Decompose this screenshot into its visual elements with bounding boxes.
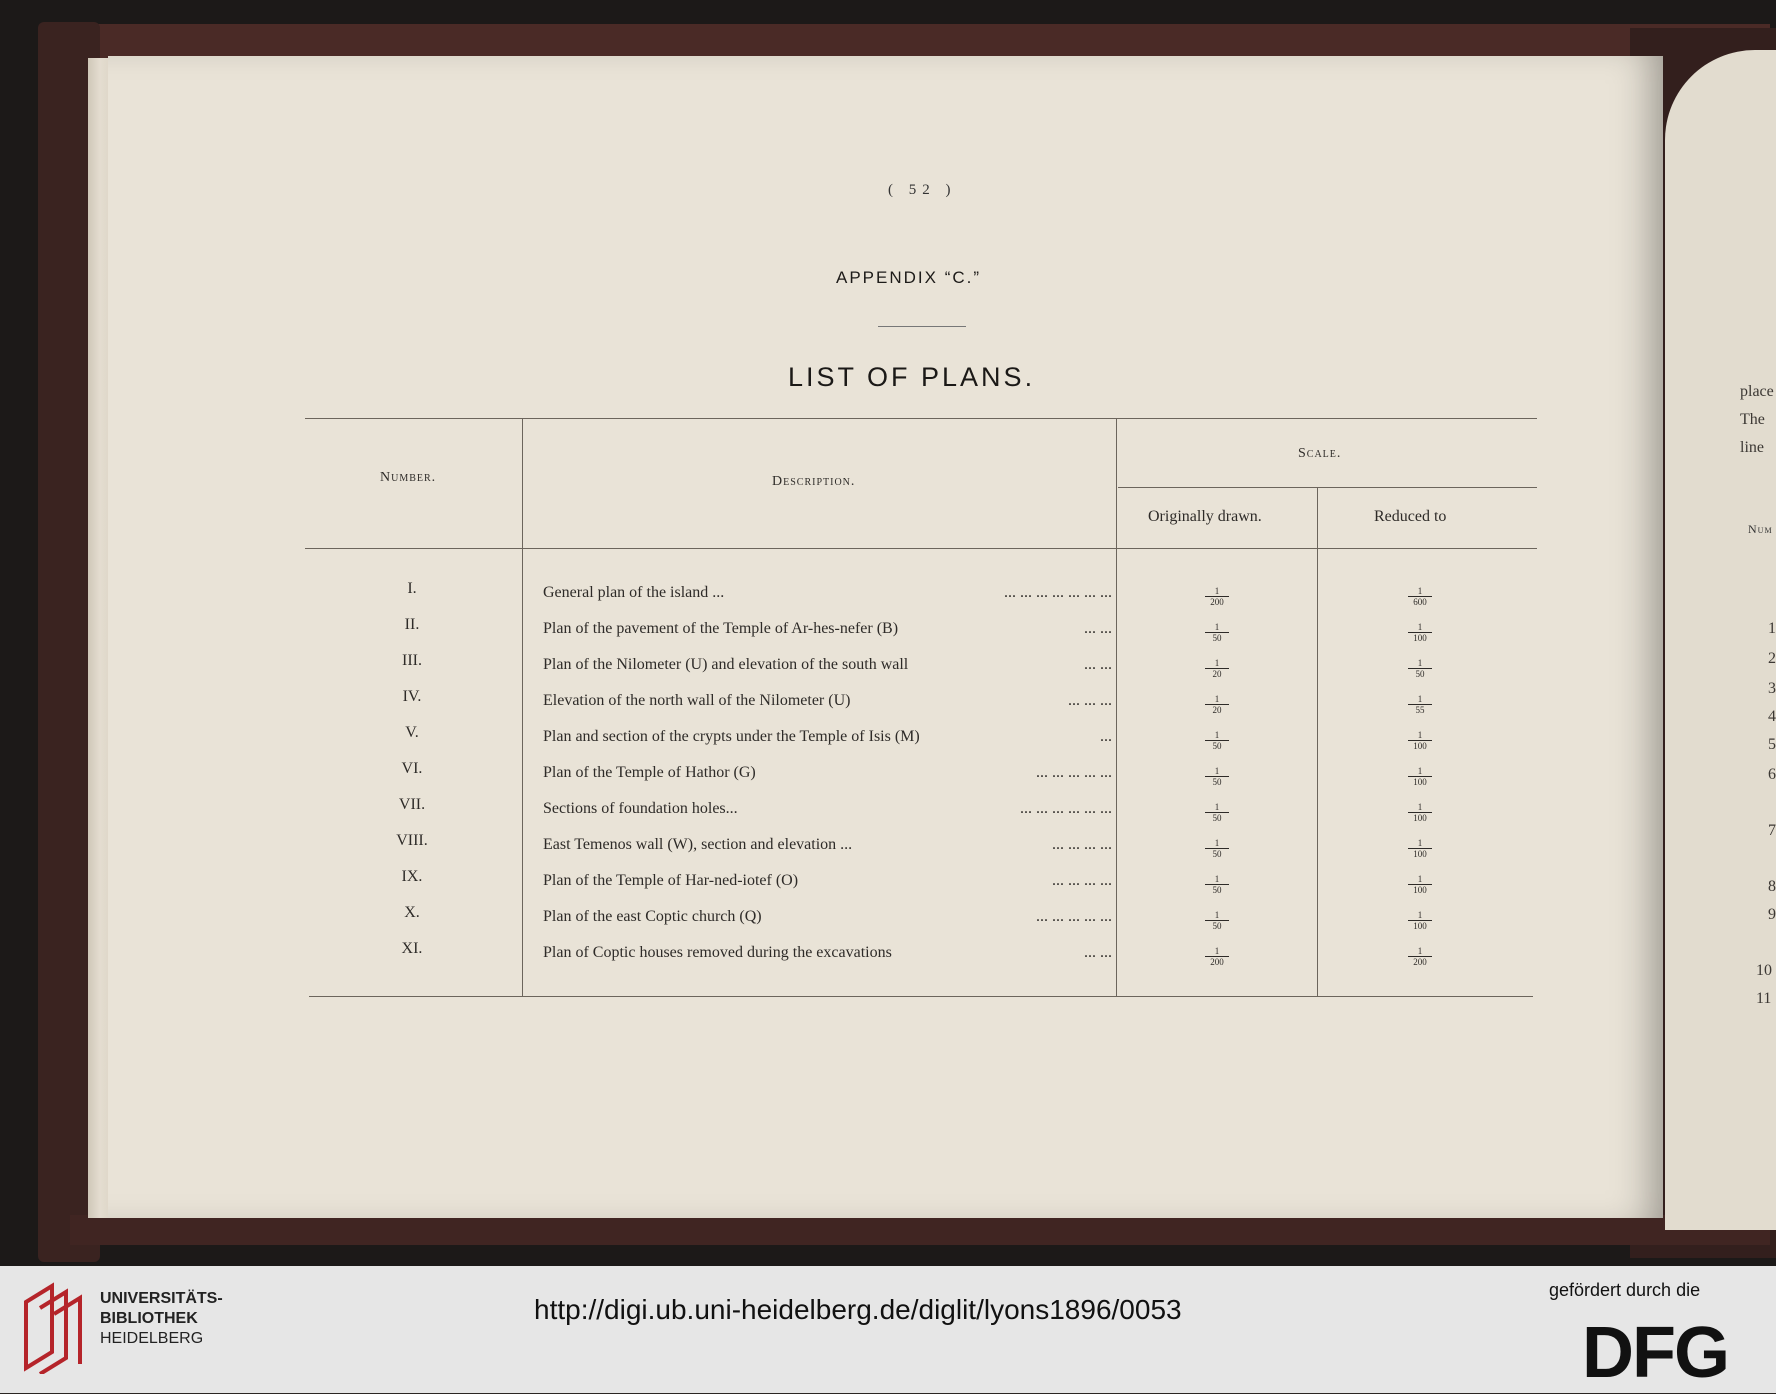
scale-reduced-to [1400, 586, 1440, 607]
right-page-number: 5 [1768, 736, 1776, 753]
dfg-logo: DFG [1582, 1313, 1728, 1393]
row-leader-dots: ... [1100, 728, 1112, 745]
row-leader-dots: ... ... ... ... ... ... ... [1004, 584, 1112, 601]
fraction-numerator: 1 [1408, 586, 1432, 597]
row-leader-dots: ... ... [1084, 620, 1112, 637]
scale-reduced-to [1400, 802, 1440, 823]
fraction-denominator: 100 [1413, 921, 1427, 931]
funded-by-label: gefördert durch die [1549, 1280, 1701, 1300]
fraction-numerator: 1 [1205, 658, 1229, 669]
scale-originally-drawn [1197, 586, 1237, 607]
divider [878, 326, 966, 327]
fraction-denominator: 50 [1212, 921, 1222, 931]
fraction-numerator: 1 [1205, 730, 1229, 741]
fraction-numerator: 1 [1205, 874, 1229, 885]
row-leader-dots: ... ... ... [1068, 692, 1112, 709]
library-name-line1: UNIVERSITÄTS- [100, 1290, 223, 1307]
scale-reduced-to [1400, 658, 1440, 679]
right-page-number: 8 [1768, 878, 1776, 895]
scale-reduced-to [1400, 694, 1440, 715]
row-leader-dots: ... ... ... ... [1052, 836, 1112, 853]
scale-reduced-to [1400, 910, 1440, 931]
row-leader-dots: ... ... ... ... ... [1036, 908, 1112, 925]
fraction-denominator: 50 [1212, 849, 1222, 859]
library-logo-icon [22, 1282, 88, 1374]
fraction-denominator: 50 [1415, 669, 1425, 679]
fraction-denominator: 100 [1413, 885, 1427, 895]
header-scale: Scale. [1298, 446, 1342, 461]
table-bottom-rule [309, 996, 1533, 997]
scale-originally-drawn [1197, 946, 1237, 967]
fraction-numerator: 1 [1408, 910, 1432, 921]
header-description: Description. [772, 474, 856, 489]
right-page-number: 3 [1768, 680, 1776, 697]
fraction-denominator: 20 [1212, 669, 1222, 679]
fraction-numerator: 1 [1205, 586, 1229, 597]
right-page-header: Num [1748, 522, 1773, 536]
fraction-numerator: 1 [1205, 766, 1229, 777]
footer-bar [0, 1266, 1776, 1393]
row-description: Elevation of the north wall of the Nilometer (U) [543, 692, 851, 709]
appendix-heading: APPENDIX “C.” [836, 268, 982, 287]
source-url-link[interactable]: http://digi.ub.uni-heidelberg.de/diglit/lyons1896/0053 [534, 1294, 1182, 1325]
fraction-numerator: 1 [1205, 946, 1229, 957]
library-name-line3: HEIDELBERG [100, 1330, 204, 1347]
right-page-word: The [1740, 411, 1765, 428]
scale-reduced-to [1400, 838, 1440, 859]
row-number: V. [405, 724, 419, 741]
row-number: III. [402, 652, 422, 669]
fraction-numerator: 1 [1408, 874, 1432, 885]
scale-originally-drawn [1197, 874, 1237, 895]
fraction-denominator: 100 [1413, 849, 1427, 859]
row-description: Plan of Coptic houses removed during the excavations [543, 944, 892, 961]
fraction-denominator: 55 [1415, 705, 1425, 715]
fraction-numerator: 1 [1205, 838, 1229, 849]
row-leader-dots: ... ... ... ... ... [1036, 764, 1112, 781]
fraction-numerator: 1 [1408, 730, 1432, 741]
row-description: Plan of the Nilometer (U) and elevation of the south wall [543, 656, 909, 673]
right-page-number: 9 [1768, 906, 1776, 923]
column-divider [1317, 487, 1318, 996]
fraction-numerator: 1 [1408, 622, 1432, 633]
fraction-numerator: 1 [1205, 694, 1229, 705]
scale-originally-drawn [1197, 730, 1237, 751]
fraction-numerator: 1 [1408, 694, 1432, 705]
page-title: LIST OF PLANS. [788, 362, 1036, 392]
right-page-number: 4 [1768, 708, 1776, 725]
fraction-denominator: 20 [1212, 705, 1222, 715]
scale-originally-drawn [1197, 694, 1237, 715]
row-number: I. [407, 580, 417, 597]
row-description: East Temenos wall (W), section and elevation ... [543, 836, 853, 853]
scale-reduced-to [1400, 874, 1440, 895]
right-page-number: 1 [1768, 620, 1776, 637]
row-description: Plan of the east Coptic church (Q) [543, 908, 762, 925]
row-description: Plan of the Temple of Har-ned-iotef (O) [543, 872, 799, 889]
fraction-denominator: 50 [1212, 813, 1222, 823]
fraction-denominator: 200 [1210, 957, 1224, 967]
right-page-number: 7 [1768, 822, 1776, 839]
library-name-line2: BIBLIOTHEK [100, 1310, 198, 1327]
row-description: Plan and section of the crypts under the Temple of Isis (M) [543, 728, 920, 745]
fraction-numerator: 1 [1205, 622, 1229, 633]
row-number: VII. [398, 796, 426, 813]
row-number: VI. [401, 760, 423, 777]
fraction-denominator: 100 [1413, 813, 1427, 823]
header-reduced-to: Reduced to [1374, 508, 1447, 525]
book-cover-bottom [70, 1215, 1770, 1245]
fraction-numerator: 1 [1408, 658, 1432, 669]
fraction-denominator: 50 [1212, 777, 1222, 787]
header-bottom-rule [305, 548, 1537, 549]
right-page-number: 10 [1756, 962, 1772, 979]
row-leader-dots: ... ... ... ... [1052, 872, 1112, 889]
row-description: Plan of the pavement of the Temple of Ar-hes-nefer (B) [543, 620, 899, 637]
scale-originally-drawn [1197, 766, 1237, 787]
scale-reduced-to [1400, 622, 1440, 643]
fraction-denominator: 600 [1413, 597, 1427, 607]
fraction-denominator: 50 [1212, 885, 1222, 895]
row-number: XI. [401, 940, 423, 957]
page-right [1665, 50, 1776, 1230]
table-top-rule [305, 418, 1537, 419]
fraction-numerator: 1 [1205, 802, 1229, 813]
column-divider [522, 418, 523, 996]
fraction-denominator: 100 [1413, 633, 1427, 643]
scale-sub-rule [1118, 487, 1537, 488]
right-page-number: 11 [1756, 990, 1772, 1007]
right-page-number: 2 [1768, 650, 1776, 667]
fraction-numerator: 1 [1205, 910, 1229, 921]
column-divider [1116, 418, 1117, 996]
fraction-denominator: 100 [1413, 741, 1427, 751]
scale-reduced-to [1400, 946, 1440, 967]
scale-originally-drawn [1197, 910, 1237, 931]
fraction-denominator: 50 [1212, 741, 1222, 751]
right-page-word: place [1740, 383, 1774, 400]
fraction-numerator: 1 [1408, 946, 1432, 957]
row-number: VIII. [396, 832, 428, 849]
row-number: II. [404, 616, 420, 633]
scale-originally-drawn [1197, 658, 1237, 679]
fraction-numerator: 1 [1408, 802, 1432, 813]
scale-reduced-to [1400, 766, 1440, 787]
fraction-denominator: 200 [1210, 597, 1224, 607]
fraction-denominator: 50 [1212, 633, 1222, 643]
row-number: X. [404, 904, 420, 921]
scale-originally-drawn [1197, 622, 1237, 643]
fraction-numerator: 1 [1408, 766, 1432, 777]
fraction-denominator: 200 [1413, 957, 1427, 967]
row-description: General plan of the island ... [543, 584, 725, 601]
row-number: IX. [401, 868, 423, 885]
scale-originally-drawn [1197, 838, 1237, 859]
row-description: Plan of the Temple of Hathor (G) [543, 764, 756, 781]
row-leader-dots: ... ... [1084, 944, 1112, 961]
fraction-denominator: 100 [1413, 777, 1427, 787]
page-number: ( 52 ) [888, 182, 957, 198]
header-number: Number. [380, 470, 437, 485]
row-leader-dots: ... ... ... ... ... ... [1020, 800, 1112, 817]
header-originally-drawn: Originally drawn. [1148, 508, 1262, 525]
fraction-numerator: 1 [1408, 838, 1432, 849]
right-page-word: line [1740, 439, 1764, 456]
scale-originally-drawn [1197, 802, 1237, 823]
scale-reduced-to [1400, 730, 1440, 751]
row-number: IV. [402, 688, 422, 705]
row-leader-dots: ... ... [1084, 656, 1112, 673]
right-page-number: 6 [1768, 766, 1776, 783]
row-description: Sections of foundation holes... [543, 800, 738, 817]
